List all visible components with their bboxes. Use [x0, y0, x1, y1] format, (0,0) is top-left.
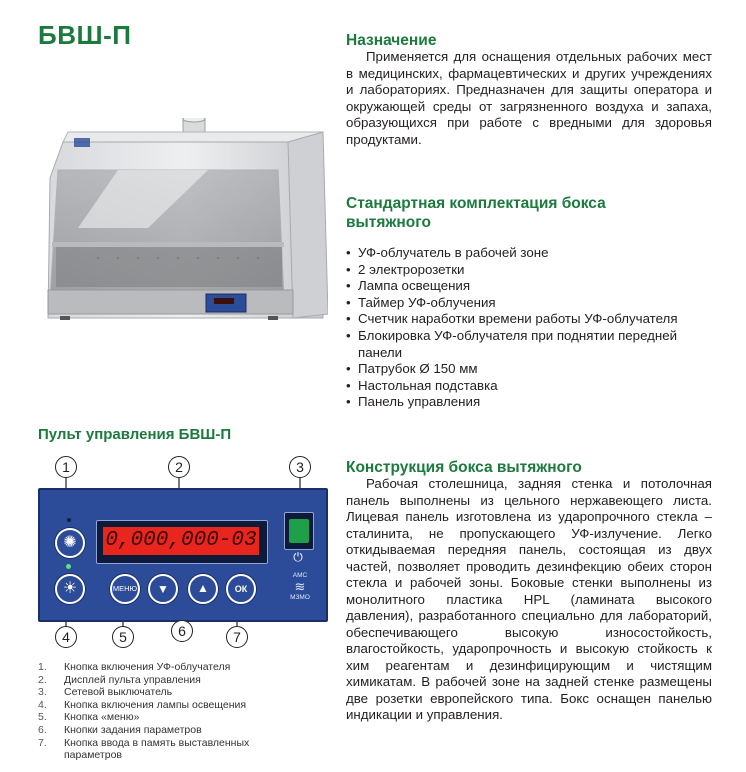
legend-item: 5. Кнопка «меню»	[38, 711, 140, 724]
product-title: БВШ-П	[38, 20, 132, 50]
equipment-list	[346, 245, 712, 411]
list-item: • УФ-облучатель в рабочей зоне	[346, 245, 712, 262]
callout-5: 5	[112, 626, 134, 648]
equipment-heading	[346, 194, 706, 232]
purpose-heading: Назначение	[346, 32, 437, 49]
uv-lamp-button[interactable]	[55, 528, 85, 558]
list-item: • 2 электророзетки	[346, 262, 712, 279]
power-icon: ⏻	[293, 550, 303, 564]
list-item: • Таймер УФ-облучения	[346, 295, 712, 312]
callout-1: 1	[55, 456, 77, 478]
legend-item: 3. Сетевой выключатель	[38, 686, 173, 699]
list-item: • Панель управления	[346, 394, 712, 411]
list-item: • Настольная подставка	[346, 378, 712, 395]
construction-text: Рабочая столешница, задняя стенка и потолочная панель выполнены из цельного нержавеющего листа. Лицевая панель изготовлена из ударопрочного стекла – сталинита, не пропускающего УФ-излучение. Легко откидываемая передняя панель, состоящая из двух частей, позволяет проводить дезинфекцию обеих сторон стекла и рабочей зоны. Боковые стенки выполнены из монолитного пластика HPL (ламината высокого давления), разработанного специально для лабораторий, обеспечивающего высокую износостойкость, влагостойкость, ударопрочность и высокую стойкость к хим реагентам и дезинфицирующим и чистящим химикатам. В рабочей зоне на задней стенке размещены две розетки европейского типа. Бокс оснащен панелью индикации и управления.	[346, 476, 712, 722]
callout-6: 6	[171, 620, 193, 642]
panel-legend	[38, 661, 298, 762]
sun-icon: ☀	[62, 580, 78, 597]
legend-item: 2. Дисплей пульта управления	[38, 673, 201, 686]
callout-2: 2	[168, 456, 190, 478]
light-indicator	[66, 564, 71, 569]
up-button[interactable]	[188, 574, 218, 604]
list-item: • Лампа освещения	[346, 278, 712, 295]
fume-cabinet-image	[38, 118, 328, 338]
legend-item: 6. Кнопки задания параметров	[38, 723, 202, 736]
light-button[interactable]	[55, 574, 85, 604]
list-item: • Счетчик наработки времени работы УФ-облучателя	[346, 311, 712, 328]
uv-indicator	[67, 518, 71, 522]
equipment-heading-line2: вытяжного	[346, 214, 431, 231]
brand-logo	[278, 572, 322, 612]
logo-top: АМС	[292, 572, 308, 579]
equipment-heading-line1: Стандартная комплектация бокса	[346, 195, 606, 212]
ok-button[interactable]: ОК	[226, 574, 256, 604]
legend-item: 1. Кнопка включения УФ-облучателя	[38, 661, 231, 673]
power-switch-rocker	[289, 519, 309, 543]
logo-mark: ≋	[294, 579, 306, 594]
legend-item: 4. Кнопка включения лампы освещения	[38, 698, 247, 711]
list-item: • Патрубок Ø 150 мм	[346, 361, 712, 378]
uv-icon: ✺	[63, 534, 77, 551]
down-arrow-icon: ▼	[157, 582, 169, 596]
down-button[interactable]	[148, 574, 178, 604]
logo-bottom: МЗМО	[290, 594, 310, 601]
display-frame	[96, 520, 268, 564]
construction-heading: Конструкция бокса вытяжного	[346, 459, 582, 476]
menu-button[interactable]: МЕНЮ	[110, 574, 140, 604]
display-readout: 0,000,000-03	[103, 527, 259, 555]
list-item: • Блокировка УФ-облучателя при поднятии передней панели	[346, 328, 712, 361]
panel-heading: Пульт управления БВШ-П	[38, 426, 232, 443]
control-panel	[38, 488, 328, 622]
purpose-text: Применяется для оснащения отдельных рабочих мест в медицинских, фармацевтических и других учреждениях и лабораториях. Предназначен для защиты оператора и окружающей среды от загрязненного воздуха и запаха, образующихся при работе с вредными для здоровья продуктами.	[346, 49, 712, 147]
callout-7: 7	[226, 626, 248, 648]
callout-3: 3	[289, 456, 311, 478]
callout-4: 4	[55, 626, 77, 648]
legend-item: 7. Кнопка ввода в память выставленных параметров	[38, 736, 250, 762]
up-arrow-icon: ▲	[197, 581, 209, 595]
power-switch[interactable]	[284, 512, 314, 550]
